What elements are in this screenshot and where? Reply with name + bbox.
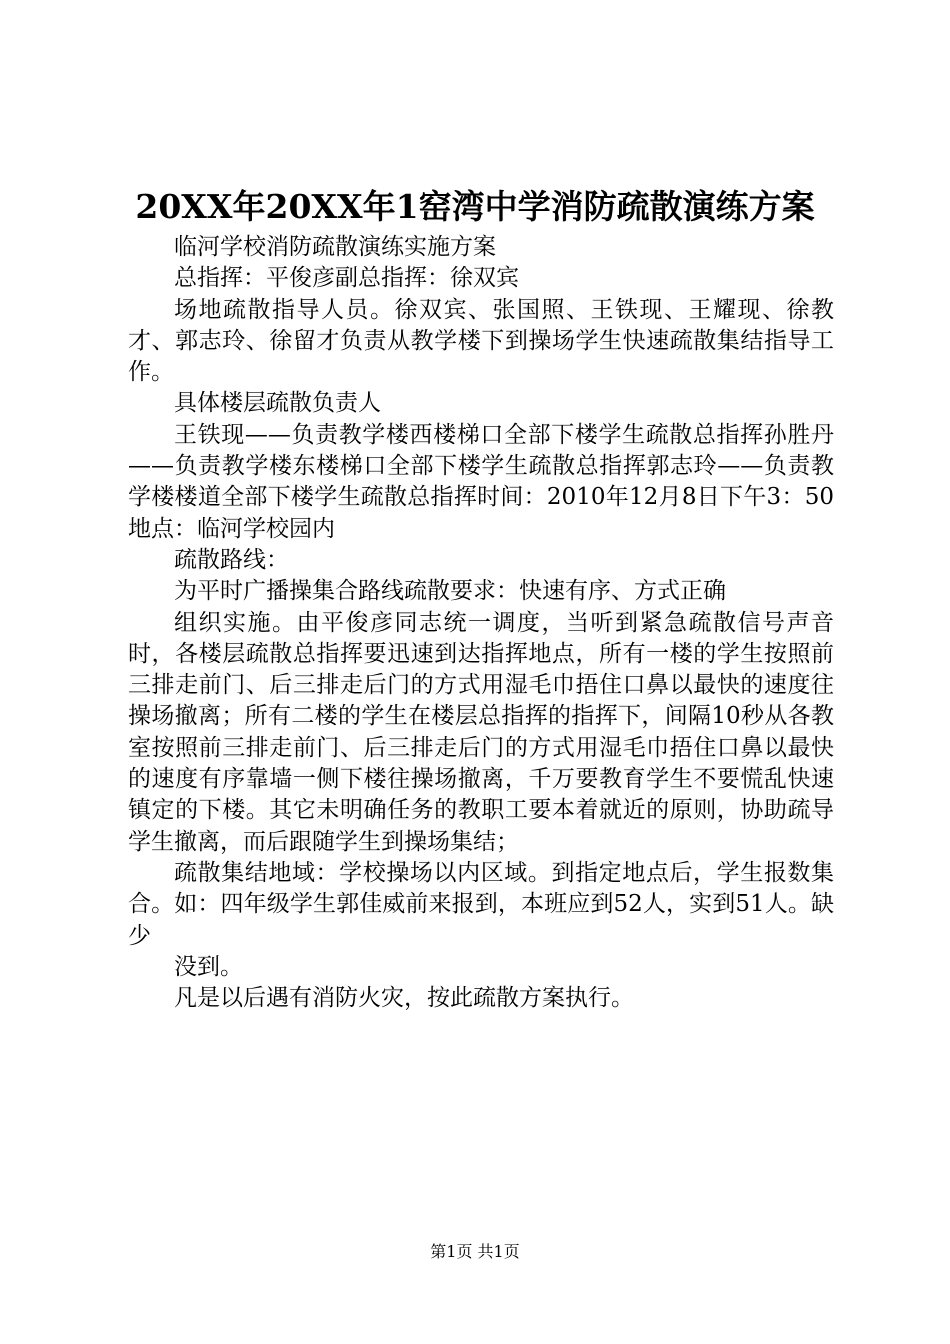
paragraph-implementation: 组织实施。由平俊彦同志统一调度，当听到紧急疏散信号声音时，各楼层疏散总指挥要迅速到达指挥地点，所有一楼的学生按照前三排走前门、后三排走后门的方式用湿毛巾捂住口鼻以最快的速度往操场撤离；所有二楼的学生在楼层总指挥的指挥下，间隔10秒从各教室按照前三排走前门、后三排走后门的方式用湿毛巾捂住口鼻以最快的速度有序靠墙一侧下楼往操场撤离，千万要教育学生不要慌乱快速镇定的下楼。其它未明确任务的教职工要本着就近的原则，协助疏导学生撤离，而后跟随学生到操场集结； [128,609,834,855]
paragraph-closing: 凡是以后遇有消防火灾，按此疏散方案执行。 [174,985,634,1012]
paragraph-route: 为平时广播操集合路线疏散要求：快速有序、方式正确 [174,578,726,605]
document-body [128,232,834,1014]
paragraph-assembly-area: 疏散集结地域：学校操场以内区域。到指定地点后，学生报数集合。如：四年级学生郭佳威前来报到，本班应到52人，实到51人。缺少 [128,859,834,949]
paragraph-plan-name: 临河学校消防疏散演练实施方案 [174,234,496,260]
paragraph-floor-heads: 王铁现——负责教学楼西楼梯口全部下楼学生疏散总指挥孙胜丹——负责教学楼东楼梯口全部下楼学生疏散总指挥郭志玲——负责教学楼楼道全部下楼学生疏散总指挥时间：2010年12月8日下午3：50地点：临河学校园内 [128,421,834,542]
page-footer: 第1页 共1页 [430,1242,520,1261]
paragraph-route-heading: 疏散路线： [174,546,289,573]
paragraph-floor-heads-heading: 具体楼层疏散负责人 [174,390,381,417]
paragraph-commanders: 总指挥：平俊彦副总指挥：徐双宾 [174,265,519,292]
paragraph-absent: 没到。 [174,953,243,980]
document-title: 20XX年20XX年1窑湾中学消防疏散演练方案 [135,187,815,226]
paragraph-site-guides: 场地疏散指导人员。徐双宾、张国照、王铁现、王耀现、徐教才、郭志玲、徐留才负责从教学楼下到操场学生快速疏散集结指导工作。 [128,296,834,386]
